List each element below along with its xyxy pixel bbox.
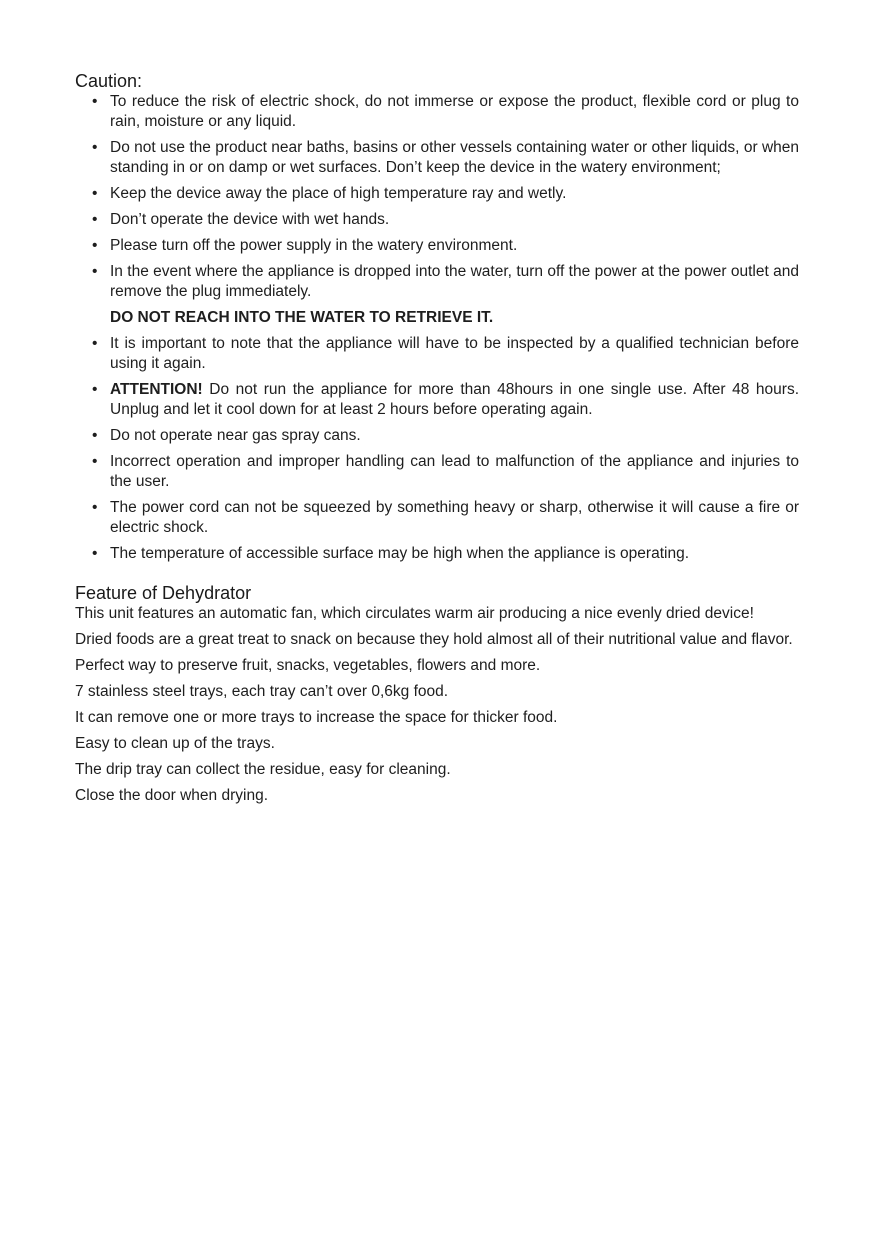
list-item-text: Please turn off the power supply in the watery environment. — [110, 237, 518, 254]
list-item — [75, 184, 799, 204]
list-item-text: The temperature of accessible surface may be high when the appliance is operating. — [110, 545, 690, 562]
water-warning: DO NOT REACH INTO THE WATER TO RETRIEVE IT. — [110, 309, 494, 326]
list-item — [75, 544, 799, 564]
bullet-icon: • — [92, 453, 98, 470]
bullet-icon: • — [92, 381, 98, 398]
caution-list — [75, 92, 799, 302]
list-item — [75, 210, 799, 230]
list-item — [75, 92, 799, 132]
section-spacer — [75, 570, 799, 582]
list-item-text: Keep the device away the place of high temperature ray and wetly. — [110, 185, 567, 202]
bullet-icon: • — [92, 139, 98, 156]
list-item-text: In the event where the appliance is dropped into the water, turn off the power at the power outlet and remove the plug immediately. — [110, 263, 799, 300]
list-item — [75, 236, 799, 256]
feature-paragraph: This unit features an automatic fan, which circulates warm air producing a nice evenly dried device! — [75, 605, 754, 622]
list-item-text: It is important to note that the appliance will have to be inspected by a qualified technician before using it again. — [110, 335, 799, 372]
list-item — [75, 426, 799, 446]
feature-paragraph: Perfect way to preserve fruit, snacks, vegetables, flowers and more. — [75, 657, 541, 674]
feature-heading: Feature of Dehydrator — [75, 583, 252, 603]
feature-paragraph: 7 stainless steel trays, each tray can’t over 0,6kg food. — [75, 683, 449, 700]
bullet-icon: • — [92, 185, 98, 202]
feature-paragraph: Easy to clean up of the trays. — [75, 735, 275, 752]
feature-paragraph: Close the door when drying. — [75, 787, 269, 804]
list-item — [75, 334, 799, 374]
list-item — [75, 498, 799, 538]
list-item-text: To reduce the risk of electric shock, do not immerse or expose the product, flexible cord or plug to rain, moisture or any liquid. — [110, 93, 799, 130]
attention-item — [75, 380, 799, 420]
bullet-icon: • — [92, 211, 98, 228]
bullet-icon: • — [92, 499, 98, 516]
list-item-text: The power cord can not be squeezed by something heavy or sharp, otherwise it will cause a fire or electric shock. — [110, 499, 799, 536]
list-item-text: Do not operate near gas spray cans. — [110, 427, 361, 444]
list-item — [75, 138, 799, 178]
bullet-icon: • — [92, 427, 98, 444]
feature-paragraph: Dried foods are a great treat to snack on because they hold almost all of their nutritional value and flavor. — [75, 631, 793, 648]
bullet-icon: • — [92, 263, 98, 280]
feature-paragraph: It can remove one or more trays to increase the space for thicker food. — [75, 709, 558, 726]
list-item-text: Do not use the product near baths, basins or other vessels containing water or other liquids, or when standing in or on damp or wet surfaces. Don’t keep the device in the watery environment; — [110, 139, 799, 176]
list-item-text: Don’t operate the device with wet hands. — [110, 211, 390, 228]
list-item-text: Incorrect operation and improper handling can lead to malfunction of the appliance and injuries to the user. — [110, 453, 799, 490]
attention-label: ATTENTION! — [110, 381, 203, 398]
bullet-icon: • — [92, 237, 98, 254]
bullet-icon: • — [92, 545, 98, 562]
attention-text: Do not run the appliance for more than 48hours in one single use. After 48 hours. Unplug and let it cool down for at least 2 hours before operating again. — [110, 381, 799, 418]
bullet-icon: • — [92, 93, 98, 110]
caution-list-continued — [75, 334, 799, 564]
bullet-icon: • — [92, 335, 98, 352]
feature-section — [75, 604, 799, 806]
list-item — [75, 262, 799, 302]
list-item — [75, 452, 799, 492]
caution-heading: Caution: — [75, 71, 143, 91]
feature-paragraph: The drip tray can collect the residue, easy for cleaning. — [75, 761, 451, 778]
